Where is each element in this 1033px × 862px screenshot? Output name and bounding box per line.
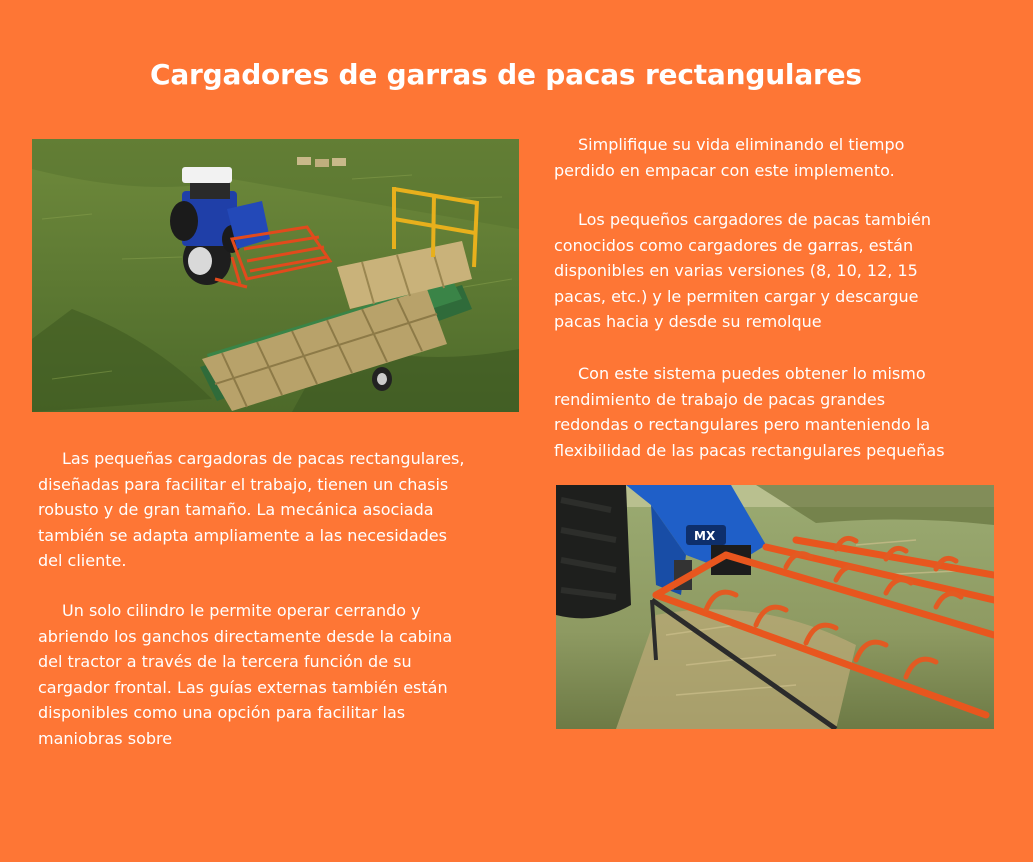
- left-paragraph-2: [38, 598, 511, 752]
- text-line: también se adapta ampliamente a las necesidades: [38, 525, 447, 545]
- text-line: redondas o rectangulares pero manteniendo la: [554, 415, 931, 435]
- text-line: del cliente.: [38, 551, 127, 571]
- tractor-trailer-photo: [32, 139, 519, 412]
- text-line: Un solo cilindro le permite operar cerrando y: [62, 601, 421, 620]
- text-line: diseñadas para facilitar el trabajo, tienen un chasis: [38, 474, 449, 494]
- text-line: maniobras sobre: [38, 728, 173, 748]
- text-line: pacas, etc.) y le permiten cargar y descargue: [554, 286, 919, 306]
- left-paragraph-1: [38, 446, 514, 574]
- text-line: pacas hacia y desde su remolque: [554, 312, 822, 332]
- text-line: conocidos como cargadores de garras, están: [554, 235, 914, 255]
- right-paragraph-2: [554, 207, 987, 335]
- text-line: del tractor a través de la tercera función de su: [38, 652, 412, 672]
- text-line: disponibles como una opción para facilitar las: [38, 703, 406, 723]
- text-line: rendimiento de trabajo de pacas grandes: [554, 389, 886, 409]
- text-line: Las pequeñas cargadoras de pacas rectangulares,: [62, 449, 465, 468]
- text-line: robusto y de gran tamaño. La mecánica asociada: [38, 500, 434, 520]
- text-line: Simplifique su vida eliminando el tiempo: [578, 135, 905, 154]
- text-line: abriendo los ganchos directamente desde la cabina: [38, 626, 453, 646]
- page-title: Cargadores de garras de pacas rectangulares: [150, 58, 862, 91]
- right-paragraph-3: [554, 361, 990, 463]
- right-paragraph-1: [554, 132, 980, 183]
- text-line: flexibilidad de las pacas rectangulares pequeñas: [554, 440, 945, 460]
- mx-logo: MX: [694, 529, 716, 543]
- text-line: Con este sistema puedes obtener lo mismo: [578, 364, 926, 383]
- text-line: cargador frontal. Las guías externas también están: [38, 677, 448, 697]
- text-line: Los pequeños cargadores de pacas también: [578, 210, 931, 229]
- text-line: perdido en empacar con este implemento.: [554, 160, 895, 180]
- bale-grab-closeup-photo: [556, 485, 994, 729]
- text-line: disponibles en varias versiones (8, 10, 12, 15: [554, 261, 918, 281]
